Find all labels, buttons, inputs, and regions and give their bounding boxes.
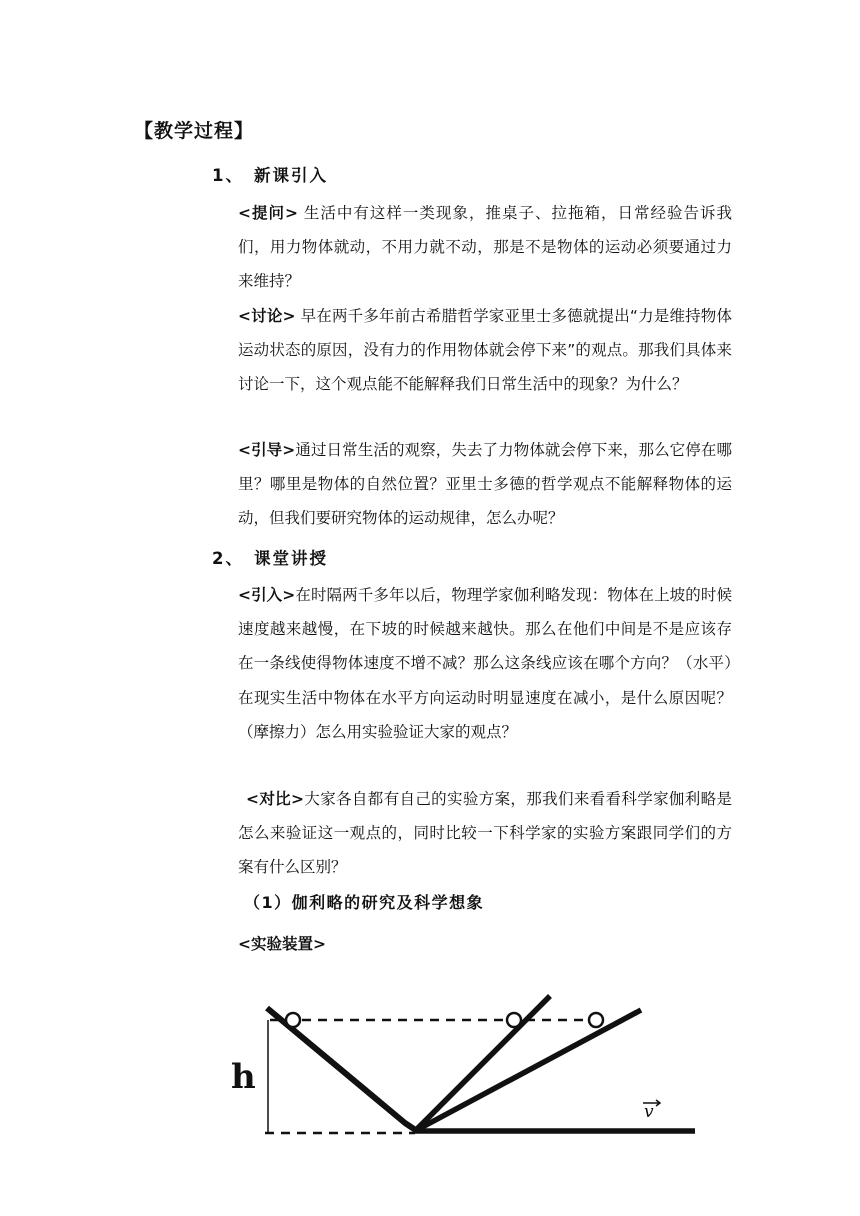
step2-paragraph-compare [238, 782, 732, 885]
step1-number: 1、 [212, 166, 244, 185]
step1-paragraph-guide [238, 433, 732, 536]
subsection-title: （1）伽利略的研究及科学想象 [244, 893, 485, 912]
step2-paragraph-intro [238, 578, 732, 749]
tag-intro: <引入> [238, 586, 296, 604]
height-label: h [231, 1057, 256, 1097]
apparatus-figure [225, 990, 705, 1150]
ball-start [286, 1013, 300, 1027]
tag-guide: <引导> [238, 441, 296, 459]
question-text: 生活中有这样一类现象，推桌子、拉拖箱，日常经验告诉我们，用力物体就动，不用力就不动，那是不是物体的运动必须要通过力来维持？ [238, 204, 732, 291]
steep-incline [415, 996, 550, 1131]
step2-title: 课堂讲授 [254, 549, 328, 568]
section-title: 【教学过程】 [134, 120, 255, 142]
ball-steep [507, 1013, 521, 1027]
apparatus-label: <实验装置> [238, 935, 326, 953]
guide-text: 通过日常生活的观察，失去了力物体就会停下来，那么它停在哪里？哪里是物体的自然位置？亚里士多德的哲学观点不能解释物体的运动，但我们要研究物体的运动规律，怎么办呢？ [238, 441, 732, 528]
intro-text: 在时隔两千多年以后，物理学家伽利略发现：物体在上坡的时候速度越来越慢，在下坡的时候越来越快。那么在他们中间是不是应该存在一条线使得物体速度不增不减？那么这条线应该在哪个方向？（水平）在现实生活中物体在水平方向运动时明显速度在减小，是什么原因呢？（摩擦力）怎么用实验验证大家的观点？ [238, 586, 732, 741]
gentle-incline [415, 1010, 641, 1131]
compare-text: 大家各自都有自己的实验方案，那我们来看看科学家伽利略是怎么来验证这一观点的，同时比较一下科学家的实验方案跟同学们的方案有什么区别？ [238, 790, 732, 877]
step1-heading [212, 162, 328, 186]
discussion-text: 早在两千多年前古希腊哲学家亚里士多德就提出“力是维持物体运动状态的原因，没有力的作用物体就会停下来”的观点。那我们具体来讨论一下，这个观点能不能解释我们日常生活中的现象？为什么？ [238, 307, 732, 394]
step1-title: 新课引入 [254, 166, 328, 185]
step1-paragraph-question [238, 196, 732, 299]
step2-number: 2、 [212, 549, 244, 568]
step2-heading [212, 545, 328, 569]
tag-question: <提问> [238, 204, 298, 222]
tag-discussion: <讨论> [238, 307, 296, 325]
step1-paragraph-discussion [238, 299, 732, 402]
tag-compare: <对比> [246, 790, 305, 808]
ball-gentle [589, 1013, 603, 1027]
apparatus-diagram [225, 990, 705, 1150]
velocity-label: v [644, 1102, 654, 1122]
